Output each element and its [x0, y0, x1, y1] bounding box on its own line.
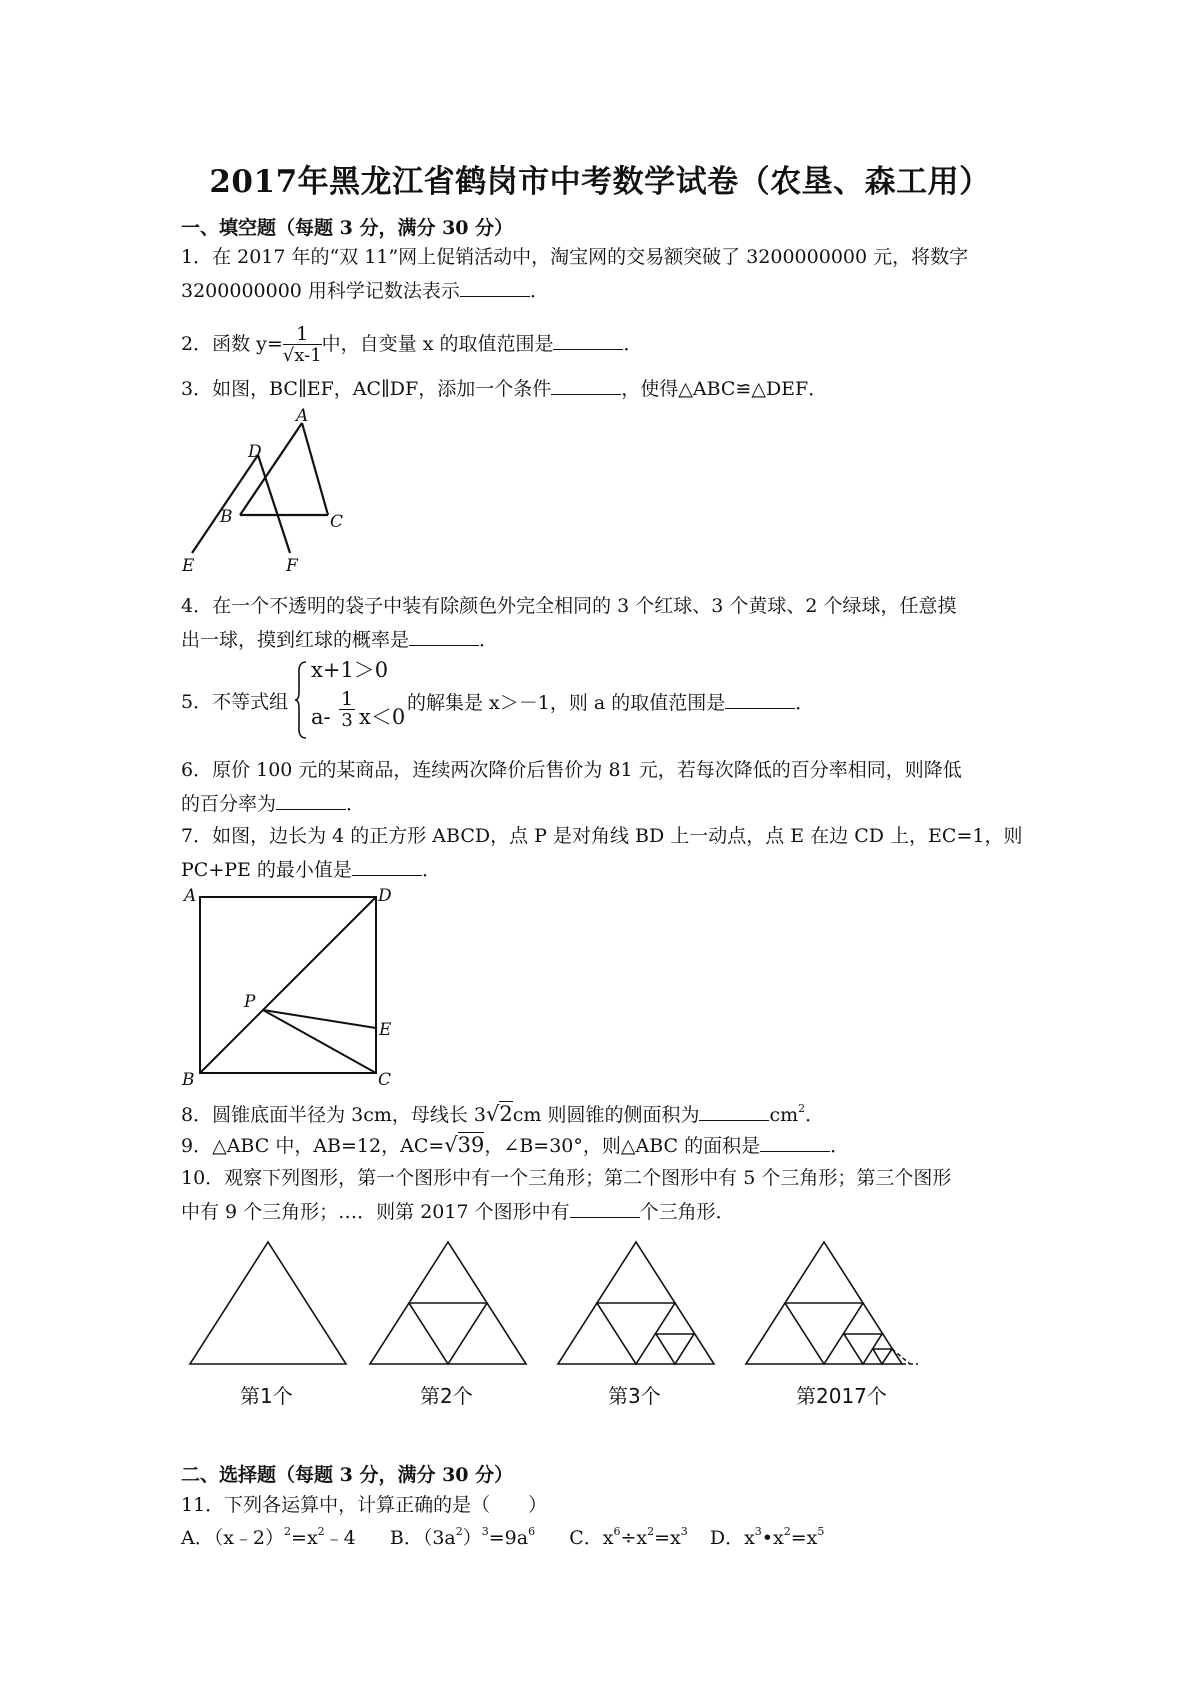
answer-blank[interactable]: [460, 278, 530, 297]
answer-blank[interactable]: [760, 1133, 830, 1152]
q3: 3．如图，BC∥EF，AC∥DF，添加一个条件 ，使得△ABC≌△DEF．: [181, 378, 828, 400]
caption-figure-2: 第2个: [420, 1384, 473, 1408]
caption-figure-1: 第1个: [240, 1384, 293, 1408]
option-c[interactable]: C．$x^6\div x^2=x^3$: [569, 1525, 688, 1549]
q2: 2．函数 y= $\frac{1}{√x-1}$ 中，自变量 x 的取值范围是 ．: [181, 323, 643, 366]
answer-blank[interactable]: [699, 1102, 769, 1121]
q4-line1: 4．在一个不透明的袋子中装有除颜色外完全相同的 3 个红球、3 个黄球、2 个绿球，任意摸: [181, 595, 957, 617]
option-b[interactable]: B．$(3a^2)^3=9a^6$: [389, 1525, 536, 1549]
label-D: D: [378, 886, 392, 906]
q10-line2: 中有 9 个三角形；…．则第 2017 个图形中有 个三角形．: [181, 1201, 735, 1223]
label-C: C: [330, 512, 344, 532]
label-B: B: [220, 507, 233, 527]
q7-line2: PC+PE 的最小值是 ．: [181, 859, 441, 881]
label-C: C: [378, 1070, 392, 1090]
q1-line2: 3200000000 用科学记数法表示 ．: [181, 280, 549, 302]
q9: 9．△ABC 中，AB=12，AC=√39，∠B=30°，则△ABC 的面积是 ．: [181, 1133, 850, 1157]
label-E: E: [379, 1020, 392, 1040]
answer-blank[interactable]: [725, 690, 795, 709]
section-heading-multiple-choice: 二、选择题（每题 3 分，满分 30 分）: [181, 1464, 514, 1486]
answer-blank[interactable]: [570, 1199, 640, 1218]
q11-stem: 11．下列各运算中，计算正确的是（ ）: [181, 1494, 548, 1516]
label-A: A: [296, 406, 309, 426]
answer-blank[interactable]: [276, 791, 346, 810]
q8: 8．圆锥底面半径为 3cm，母线长 3√2cm 则圆锥的侧面积为 $cm^2$．: [181, 1102, 825, 1126]
q1-line1: 1．在 2017 年的“双 11”网上促销活动中，淘宝网的交易额突破了 3200000000 元，将数字: [181, 246, 969, 268]
q6-line1: 6．原价 100 元的某商品，连续两次降价后售价为 81 元，若每次降低的百分率相同，则降低: [181, 759, 962, 781]
label-D: D: [248, 442, 262, 462]
option-d[interactable]: D．$x^3•x^2=x^5$: [709, 1525, 825, 1549]
q10-line1: 10．观察下列图形，第一个图形中有一个三角形；第二个图形中有 5 个三角形；第三个图形: [181, 1167, 952, 1189]
q4-line2: 出一球，摸到红球的概率是 ．: [181, 629, 499, 651]
fraction: $\frac{1}{√x-1}$: [282, 323, 322, 366]
q7-line1: 7．如图，边长为 4 的正方形 ABCD，点 P 是对角线 BD 上一动点，点 E 在边 CD 上，EC=1，则: [181, 825, 1023, 847]
label-P: P: [244, 992, 256, 1012]
figure-triangles-q3: [180, 405, 355, 575]
option-a[interactable]: A．$(x﹣2)^2=x^2﹣4$: [181, 1525, 356, 1549]
answer-blank[interactable]: [553, 331, 623, 350]
q6-line2: 的百分率为 ．: [181, 793, 366, 815]
section-heading-fill-in: 一、填空题（每题 3 分，满分 30 分）: [181, 217, 514, 239]
label-E: E: [182, 556, 195, 575]
page-title: 2017年黑龙江省鹤岗市中考数学试卷（农垦、森工用）: [209, 164, 991, 200]
answer-blank[interactable]: [551, 376, 621, 395]
label-A: A: [184, 886, 197, 906]
figure-square-q7: [180, 885, 400, 1090]
answer-blank[interactable]: [352, 857, 422, 876]
caption-figure-3: 第3个: [608, 1384, 661, 1408]
label-B: B: [182, 1070, 195, 1090]
caption-figure-2017: 第2017个: [796, 1384, 887, 1408]
q11-options: [181, 1526, 824, 1550]
answer-blank[interactable]: [409, 627, 479, 646]
brace: [294, 660, 308, 740]
label-F: F: [286, 556, 298, 575]
